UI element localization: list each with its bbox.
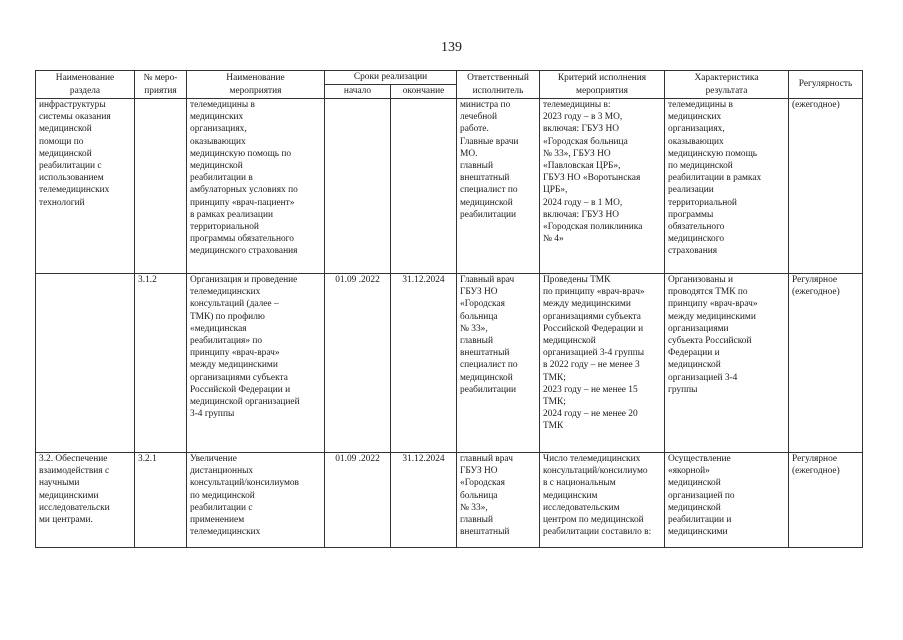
cell-result: Осуществление «якорной» медицинской организацией по медицинской реабилитации и медицинскими	[665, 453, 789, 548]
cell-regularity: Регулярное (ежегодное)	[789, 274, 863, 453]
plan-table	[35, 70, 863, 548]
cell-criterion: Число телемедицинских консультаций/консилиумо в с национальным медицинским исследовательским центром по медицинской реабилитации составило в:	[540, 453, 665, 548]
cell-executor: главный врач ГБУЗ НО «Городская больница № 33», главный внештатный	[457, 453, 540, 548]
cell-criterion: телемедицины в: 2023 году – в 3 МО, включая: ГБУЗ НО «Городская больница № 33», ГБУЗ НО «Павловская ЦРБ», ГБУЗ НО «Воротынская ЦРБ», 2024 году – в 1 МО, включая: ГБУЗ НО «Городская поликлиника № 4»	[540, 99, 665, 274]
cell-start: 01.09 .2022	[325, 274, 391, 453]
cell-executor: министра по лечебной работе. Главные врачи МО. главный внештатный специалист по медицинской реабилитации	[457, 99, 540, 274]
header-row	[36, 71, 863, 85]
cell-section: 3.2. Обеспечение взаимодействия с научными медицинскими исследовательски ми центрами.	[36, 453, 135, 548]
cell-regularity: Регулярное (ежегодное)	[789, 453, 863, 548]
cell-start	[325, 99, 391, 274]
cell-event: телемедицины в медицинских организациях, оказывающих медицинскую помощь по медицинской реабилитации в амбулаторных условиях по принципу «врач-пациент» в рамках реализации территориальной программы обязательного медицинского страхования	[187, 99, 325, 274]
cell-end: 31.12.2024	[391, 274, 457, 453]
page-number: 139	[441, 40, 462, 55]
table-row	[36, 453, 863, 548]
cell-criterion: Проведены ТМК по принципу «врач-врач» между медицинскими организациями субъекта Российской Федерации и медицинской организацией 3-4 группы в 2022 году – не менее 3 ТМК; 2023 году – не менее 15 ТМК; 2024 году – не менее 20 ТМК	[540, 274, 665, 453]
header-num: № меро- приятия	[135, 71, 187, 99]
cell-start: 01.09 .2022	[325, 453, 391, 548]
header-period: Сроки реализации	[325, 71, 457, 85]
cell-regularity: (ежегодное)	[789, 99, 863, 274]
cell-num: 3.1.2	[135, 274, 187, 453]
cell-event: Увеличение дистанционных консультаций/консилиумов по медицинской реабилитации с применением телемедицинских	[187, 453, 325, 548]
table-row	[36, 99, 863, 274]
cell-num: 3.2.1	[135, 453, 187, 548]
cell-end: 31.12.2024	[391, 453, 457, 548]
header-start: начало	[325, 85, 391, 99]
cell-section: инфраструктуры системы оказания медицинской помощи по медицинской реабилитации с использованием телемедицинских технологий	[36, 99, 135, 274]
header-result: Характеристика результата	[665, 71, 789, 99]
header-section: Наименование раздела	[36, 71, 135, 99]
table-row	[36, 274, 863, 453]
cell-num	[135, 99, 187, 274]
header-event: Наименование мероприятия	[187, 71, 325, 99]
cell-result: телемедицины в медицинских организациях, оказывающих медицинскую помощь по медицинской реабилитации в рамках реализации территориальной программы обязательного медицинского страхования	[665, 99, 789, 274]
header-end: окончание	[391, 85, 457, 99]
cell-result: Организованы и проводятся ТМК по принципу «врач-врач» между медицинскими организациями субъекта Российской Федерации и медицинской организацией 3-4 группы	[665, 274, 789, 453]
header-criterion: Критерий исполнения мероприятия	[540, 71, 665, 99]
cell-executor: Главный врач ГБУЗ НО «Городская больница № 33», главный внештатный специалист по медицинской реабилитации	[457, 274, 540, 453]
cell-end	[391, 99, 457, 274]
header-executor: Ответственный исполнитель	[457, 71, 540, 99]
cell-event: Организация и проведение телемедицинских консультаций (далее – ТМК) по профилю «медицинская реабилитация» по принципу «врач-врач» между медицинскими организациями субъекта Российской Федерации и медицинской организацией 3-4 группы	[187, 274, 325, 453]
header-regularity: Регулярность	[789, 71, 863, 99]
cell-section	[36, 274, 135, 453]
